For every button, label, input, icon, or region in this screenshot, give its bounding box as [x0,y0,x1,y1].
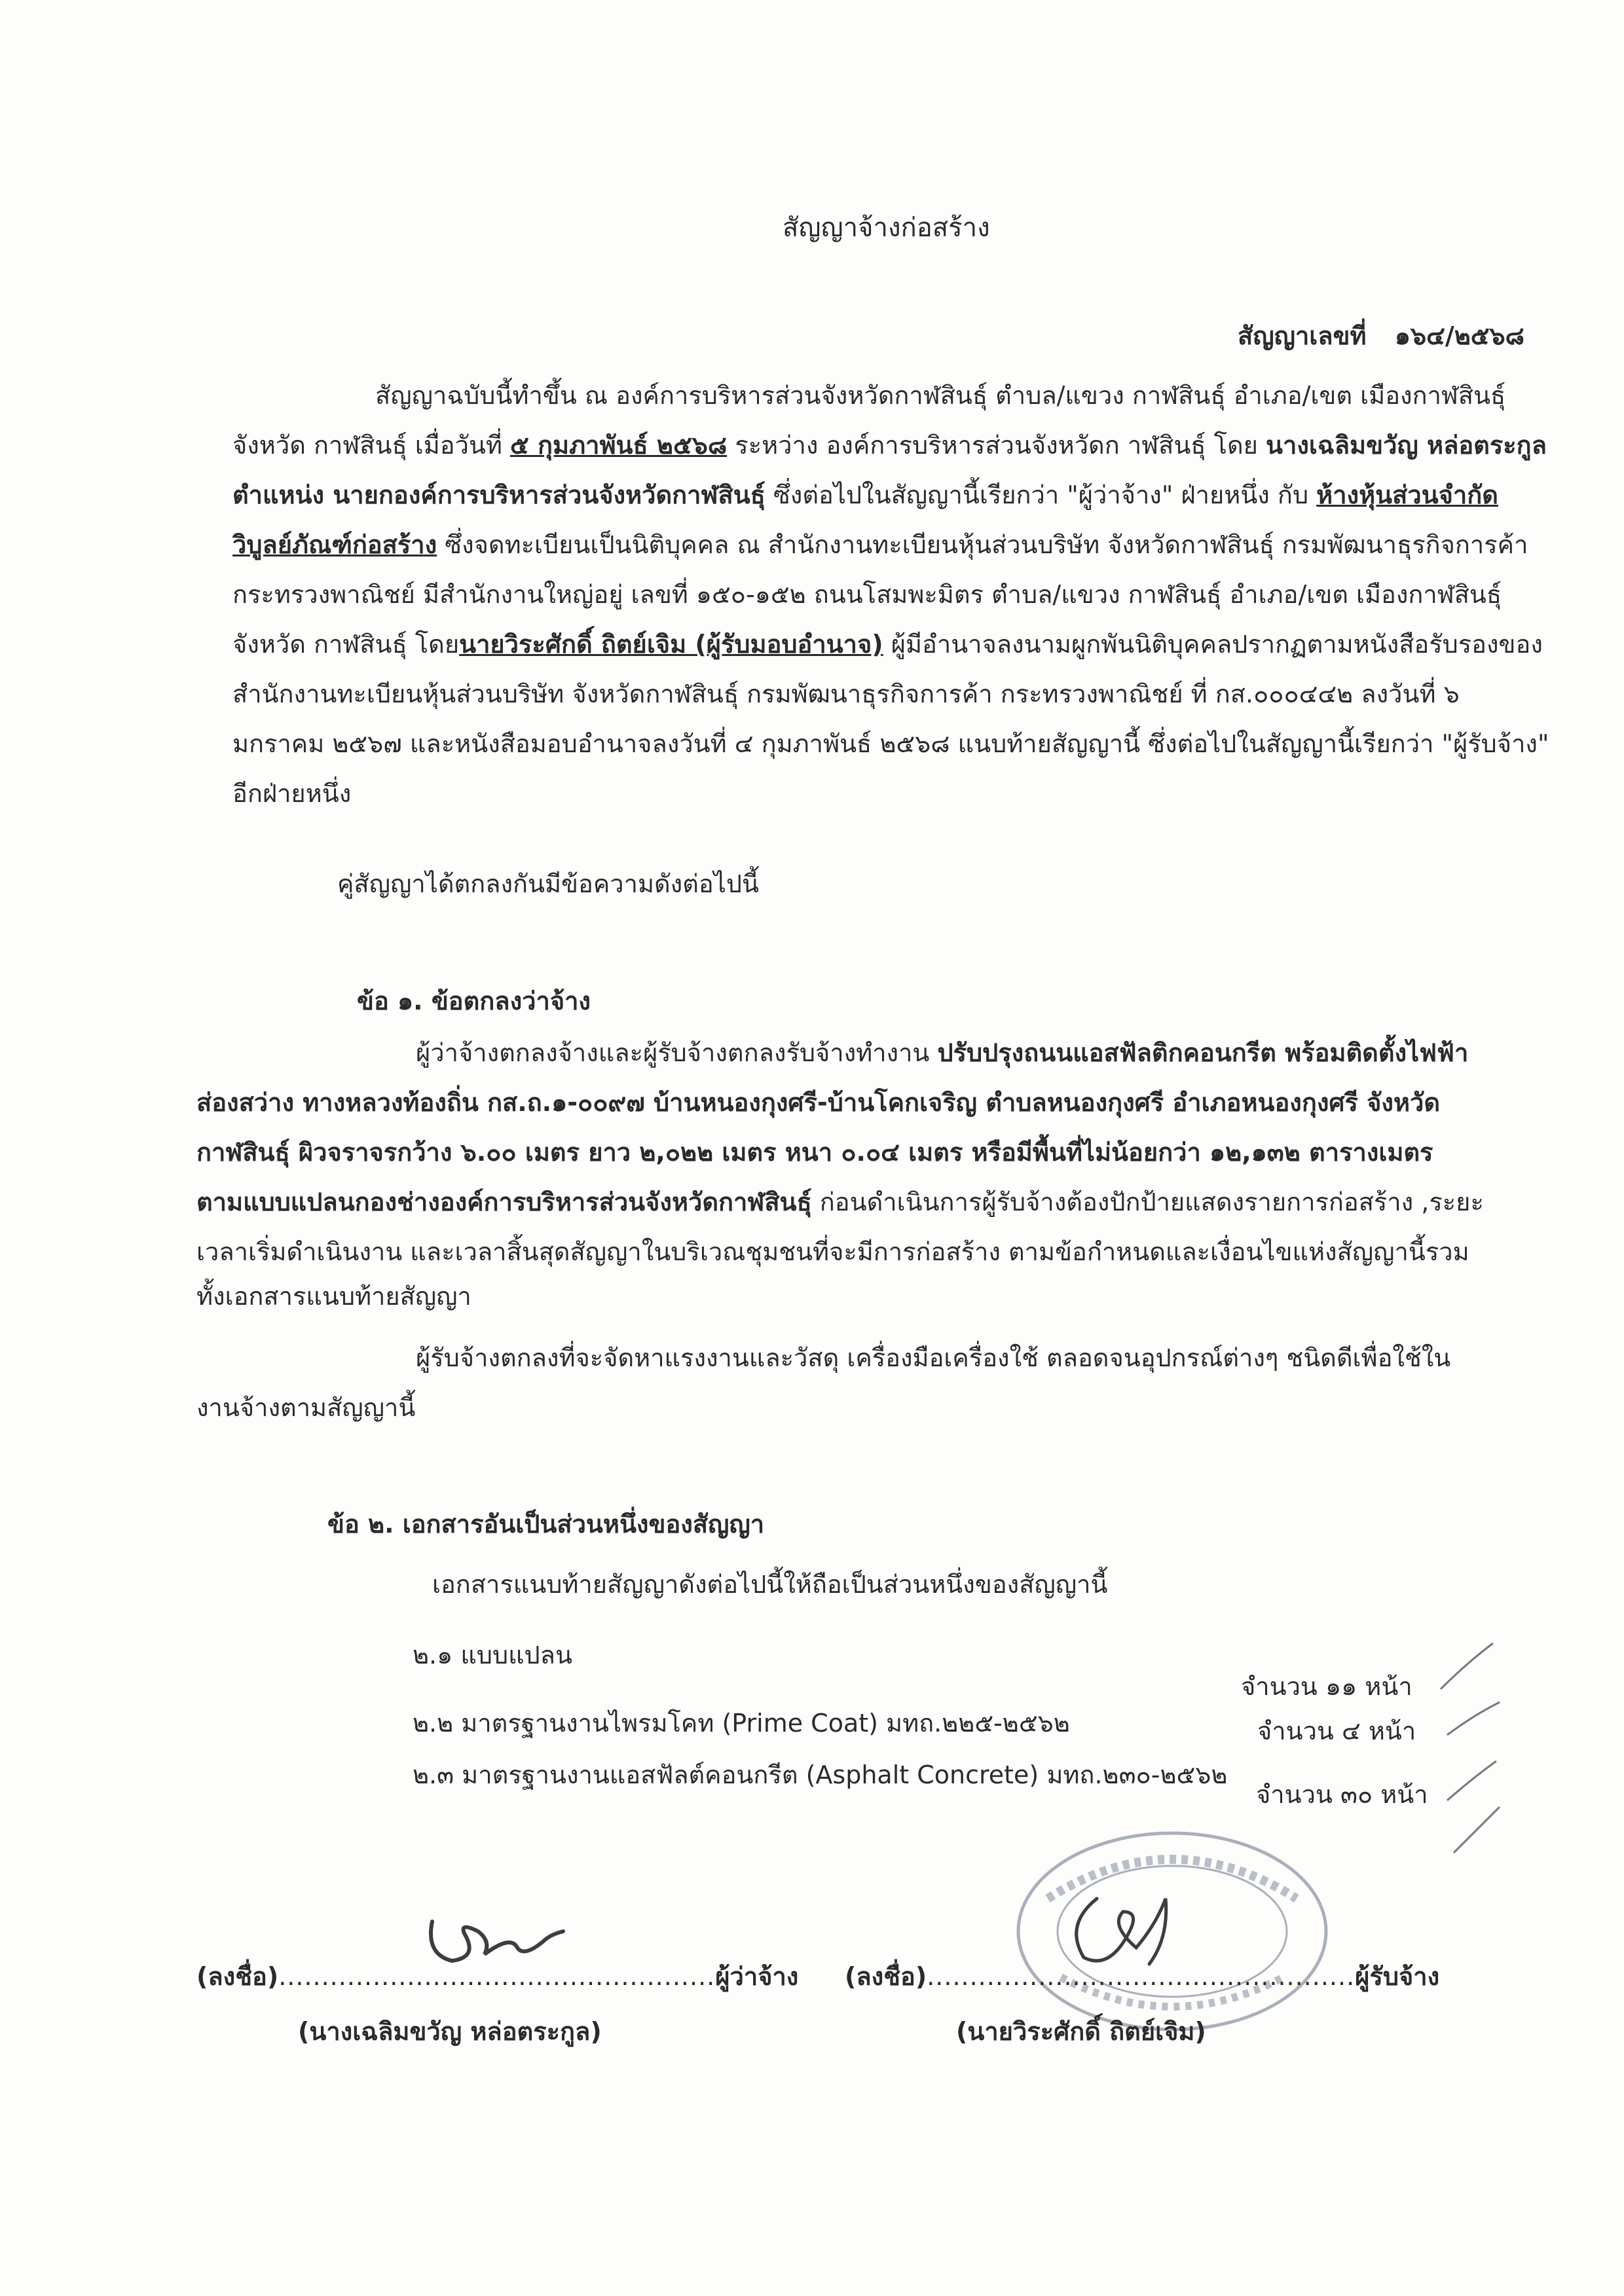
intro-line: สำนักงานทะเบียนหุ้นส่วนบริษัท จังหวัดกาฬสินธุ์ กรมพัฒนาธุรกิจการค้า กระทรวงพาณิชย์ ที่ กส.๐๐๐๔๔๒ ลงวันที่ ๖ [232,680,1460,708]
contractor-representative: นายวิระศักดิ์ ถิตย์เจิม (ผู้รับมอบอำนาจ) [459,630,883,659]
contractor-sign-line: (ลงชื่อ)..................................................ผู้รับจ้าง [845,1962,1440,1991]
clause-2-heading: ข้อ ๒. เอกสารอันเป็นส่วนหนึ่งของสัญญา [327,1510,765,1539]
contractor-type: ห้างหุ้นส่วนจำกัด [1316,481,1498,509]
attachment-qty: จำนวน ๓๐ หน้า [1256,1780,1428,1809]
clause-1-paragraph-2: ผู้รับจ้างตกลงที่จะจัดหาแรงงานและวัสดุ เครื่องมือเครื่องใช้ ตลอดจนอุปกรณ์ต่างๆ ชนิดดีเพื่อใช้ใน งานจ้างตามสัญญานี้ [196,1343,1451,1422]
intro-line: ตำแหน่ง นายกองค์การบริหารส่วนจังหวัดกาฬสินธุ์ ซึ่งต่อไปในสัญญานี้เรียกว่า "ผู้ว่าจ้าง" ฝ่ายหนึ่ง กับ ห้างหุ้นส่วนจำกัด [232,481,1498,509]
employer-printed-name: (นางเฉลิมขวัญ หล่อตระกูล) [298,2017,602,2046]
intro-line: กระทรวงพาณิชย์ มีสำนักงานใหญ่อยู่ เลขที่ ๑๕๐-๑๕๒ ถนนโสมพะมิตร ตำบล/แขวง กาฬสินธุ์ อำเภอ/เขต เมืองกาฬสินธุ์ [232,580,1502,609]
attachment-item: ๒.๑ แบบแปลน [413,1641,572,1669]
contractor-company: วิบูลย์ภัณฑ์ก่อสร้าง [232,530,437,559]
contract-number [1238,319,1524,353]
intro-paragraph [232,371,1549,818]
intro-line: มกราคม ๒๕๖๗ และหนังสือมอบอำนาจลงวันที่ ๔ กุมภาพันธ์ ๒๕๖๘ แนบท้ายสัญญานี้ ซึ่งต่อไปในสัญญานี้เรียกว่า "ผู้รับจ้าง" [232,729,1549,758]
employer-role: ผู้ว่าจ้าง [715,1962,799,1991]
intro-line: วิบูลย์ภัณฑ์ก่อสร้าง ซึ่งจดทะเบียนเป็นนิติบุคคล ณ สำนักงานทะเบียนหุ้นส่วนบริษัท จังหวัดกาฬสินธุ์ กรมพัฒนาธุรกิจการค้า [232,530,1528,559]
contract-number-value: ๑๖๔/๒๕๖๘ [1394,321,1524,350]
checkmark-strokes [1428,1637,1506,1899]
intro-line: จังหวัด กาฬสินธุ์ โดยนายวิระศักดิ์ ถิตย์เจิม (ผู้รับมอบอำนาจ) ผู้มีอำนาจลงนามผูกพันนิติบุคคลปรากฏตามหนังสือรับรองของ [232,630,1543,659]
attachment-item: ๒.๓ มาตรฐานงานแอสฟัลต์คอนกรีต (Asphalt Concrete) มทถ.๒๓๐-๒๕๖๒ [413,1760,1228,1789]
document-title: สัญญาจ้างก่อสร้าง [783,213,990,243]
intro-line: อีกฝ่ายหนึ่ง [232,779,352,808]
agreement-line: คู่สัญญาได้ตกลงกันมีข้อความดังต่อไปนี้ [337,869,759,898]
attachment-qty: จำนวน ๑๑ หน้า [1241,1672,1412,1701]
employer-name-inline: นางเฉลิมขวัญ หล่อตระกูล [1266,431,1547,460]
clause-1-body: ผู้ว่าจ้างตกลงจ้างและผู้รับจ้างตกลงรับจ้างทำงาน ปรับปรุงถนนแอสฟัลติกคอนกรีต พร้อมติดตั้งไฟฟ้า ส่องสว่าง ทางหลวงท้องถิ่น กส.ถ.๑-๐๐๙๗ บ้านหนองกุงศรี-บ้านโคกเจริญ ตำบลหนองกุงศรี อำเภอหนองกุงศรี จังหวัด กาฬสินธุ์ ผิวจราจรกว้าง ๖.๐๐ เมตร ยาว ๒,๐๒๒ เมตร หนา ๐.๐๔ เมตร หรือมีพื้นที่ไม่น้อยกว่า ๑๒,๑๓๒ ตารางเมตร ตามแบบแปลนกองช่างองค์การบริหารส่วนจังหวัดกาฬสินธุ์ ก่อนดำเนินการผู้รับจ้างต้องปักป้ายแสดงรายการก่อสร้าง ,ระยะ เวลาเริ่มดำเนินงาน และเวลาสิ้นสุดสัญญาในบริเวณชุมชนที่จะมีการก่อสร้าง ตามข้อกำหนดและเงื่อนไขแห่งสัญญานี้รวม ทั้งเอกสารแนบท้ายสัญญา [196,1038,1484,1311]
intro-line: สัญญาฉบับนี้ทำขึ้น ณ องค์การบริหารส่วนจังหวัดกาฬสินธุ์ ตำบล/แขวง กาฬสินธุ์ อำเภอ/เขต เมืองกาฬสินธุ์ [375,381,1506,410]
attachment-item: ๒.๒ มาตรฐานงานไพรมโคท (Prime Coat) มทถ.๒๒๕-๒๕๖๒ [413,1709,1070,1738]
contract-date: ๕ กุมภาพันธ์ ๒๕๖๘ [510,431,728,460]
contractor-printed-name: (นายวิระศักดิ์ ถิตย์เจิม) [956,2017,1206,2046]
employer-sign-line: (ลงชื่อ)...................................................ผู้ว่าจ้าง [196,1962,799,1991]
contract-number-label: สัญญาเลขที่ [1238,321,1367,350]
clause-2-intro: เอกสารแนบท้ายสัญญาดังต่อไปนี้ให้ถือเป็นส่วนหนึ่งของสัญญานี้ [432,1570,1108,1599]
intro-line: จังหวัด กาฬสินธุ์ เมื่อวันที่ ๕ กุมภาพันธ์ ๒๕๖๘ ระหว่าง องค์การบริหารส่วนจังหวัดก าฬสินธุ์ โดย นางเฉลิมขวัญ หล่อตระกูล [232,431,1547,460]
contractor-role: ผู้รับจ้าง [1355,1962,1440,1991]
attachment-qty: จำนวน ๔ หน้า [1257,1717,1416,1745]
clause-1-heading: ข้อ ๑. ข้อตกลงว่าจ้าง [357,987,591,1015]
